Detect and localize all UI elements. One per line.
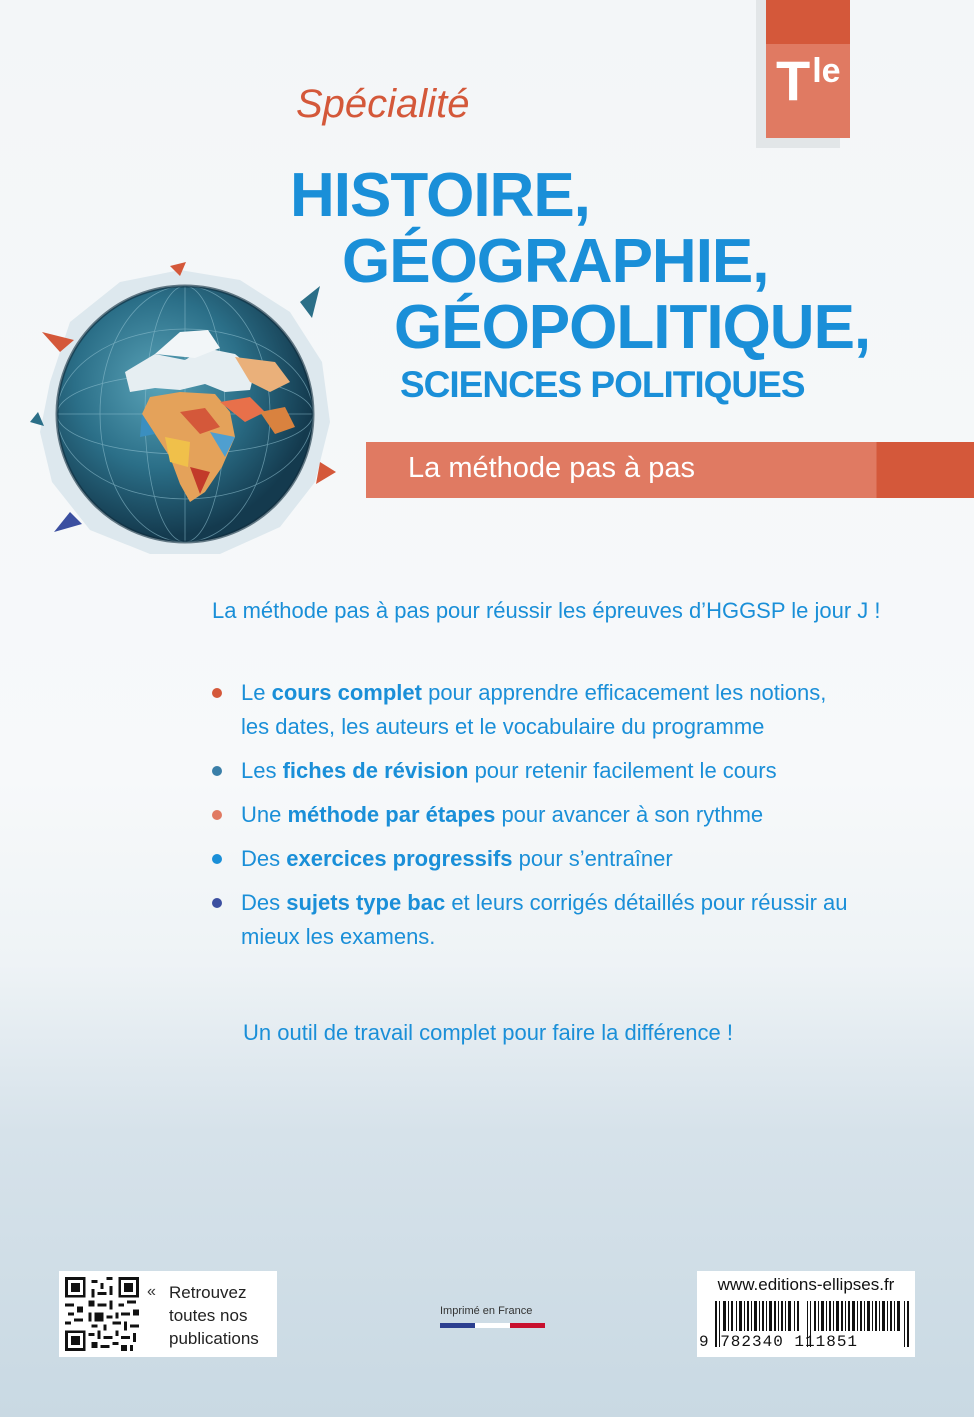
isbn-digits: 9 782340 111851 bbox=[699, 1333, 859, 1351]
bullet-dot-icon bbox=[212, 688, 222, 698]
level-tab bbox=[766, 0, 850, 138]
globe-illustration bbox=[30, 262, 340, 562]
qr-panel[interactable] bbox=[59, 1271, 277, 1357]
list-item bbox=[212, 798, 852, 832]
bullet-bold: exercices progressifs bbox=[286, 846, 513, 871]
title-line-sciences-politiques: SCIENCES POLITIQUES bbox=[400, 364, 805, 405]
methode-banner bbox=[366, 442, 974, 498]
bullet-dot-icon bbox=[212, 766, 222, 776]
bullet-pre: Une bbox=[241, 802, 288, 827]
list-item bbox=[212, 676, 852, 744]
methode-label: La méthode pas à pas bbox=[408, 452, 695, 484]
outro-text: Un outil de travail complet pour faire la différence ! bbox=[243, 1020, 733, 1045]
bullet-dot-icon bbox=[212, 810, 222, 820]
list-item bbox=[212, 754, 852, 788]
specialite-label: Spécialité bbox=[296, 82, 470, 126]
bullet-post: et leurs corrigés détaillés pour réussir au mieux les examens. bbox=[241, 890, 848, 949]
title-line-geographie: GÉOGRAPHIE, bbox=[342, 227, 769, 296]
bullet-dot-icon bbox=[212, 898, 222, 908]
bullet-post: pour avancer à son rythme bbox=[495, 802, 764, 827]
qr-caption bbox=[169, 1281, 259, 1350]
features-list bbox=[212, 676, 852, 964]
intro-text: La méthode pas à pas pour réussir les épreuves d’HGGSP le jour J ! bbox=[212, 598, 881, 623]
bullet-post: pour apprendre efficacement les notions, les dates, les auteurs et le vocabulaire du programme bbox=[241, 680, 827, 739]
bullet-pre: Des bbox=[241, 890, 287, 915]
bullet-bold: méthode par étapes bbox=[287, 802, 496, 827]
bullet-pre: Le bbox=[241, 680, 272, 705]
level-label bbox=[776, 48, 841, 113]
qr-code-icon[interactable] bbox=[65, 1277, 139, 1351]
title-line-geopolitique: GÉOPOLITIQUE, bbox=[394, 293, 871, 362]
list-item bbox=[212, 886, 852, 954]
qr-caption-line: toutes nos bbox=[169, 1306, 248, 1325]
level-tab-shadow-bottom bbox=[756, 138, 840, 148]
level-tab-shadow bbox=[756, 0, 766, 148]
bullet-bold: cours complet bbox=[271, 680, 422, 705]
level-sup: le bbox=[812, 52, 841, 90]
bullet-pre: Des bbox=[241, 846, 287, 871]
qr-caption-line: publications bbox=[169, 1329, 259, 1348]
level-main: T bbox=[776, 49, 811, 112]
bullet-dot-icon bbox=[212, 854, 222, 864]
bullet-post: pour s’entraîner bbox=[512, 846, 673, 871]
list-item bbox=[212, 842, 852, 876]
qr-caption-line: Retrouvez bbox=[169, 1283, 247, 1302]
bullet-pre: Les bbox=[241, 758, 283, 783]
website-link[interactable]: www.editions-ellipses.fr bbox=[717, 1275, 895, 1294]
bullet-post: pour retenir facilement le cours bbox=[468, 758, 777, 783]
barcode-panel bbox=[697, 1271, 915, 1357]
bullet-bold: sujets type bac bbox=[286, 890, 446, 915]
bullet-bold: fiches de révision bbox=[282, 758, 469, 783]
french-flag-icon bbox=[440, 1323, 545, 1328]
imprime-label: Imprimé en France bbox=[440, 1305, 533, 1317]
chevron-left-icon: « bbox=[147, 1283, 156, 1300]
title-line-histoire: HISTOIRE, bbox=[290, 161, 590, 230]
